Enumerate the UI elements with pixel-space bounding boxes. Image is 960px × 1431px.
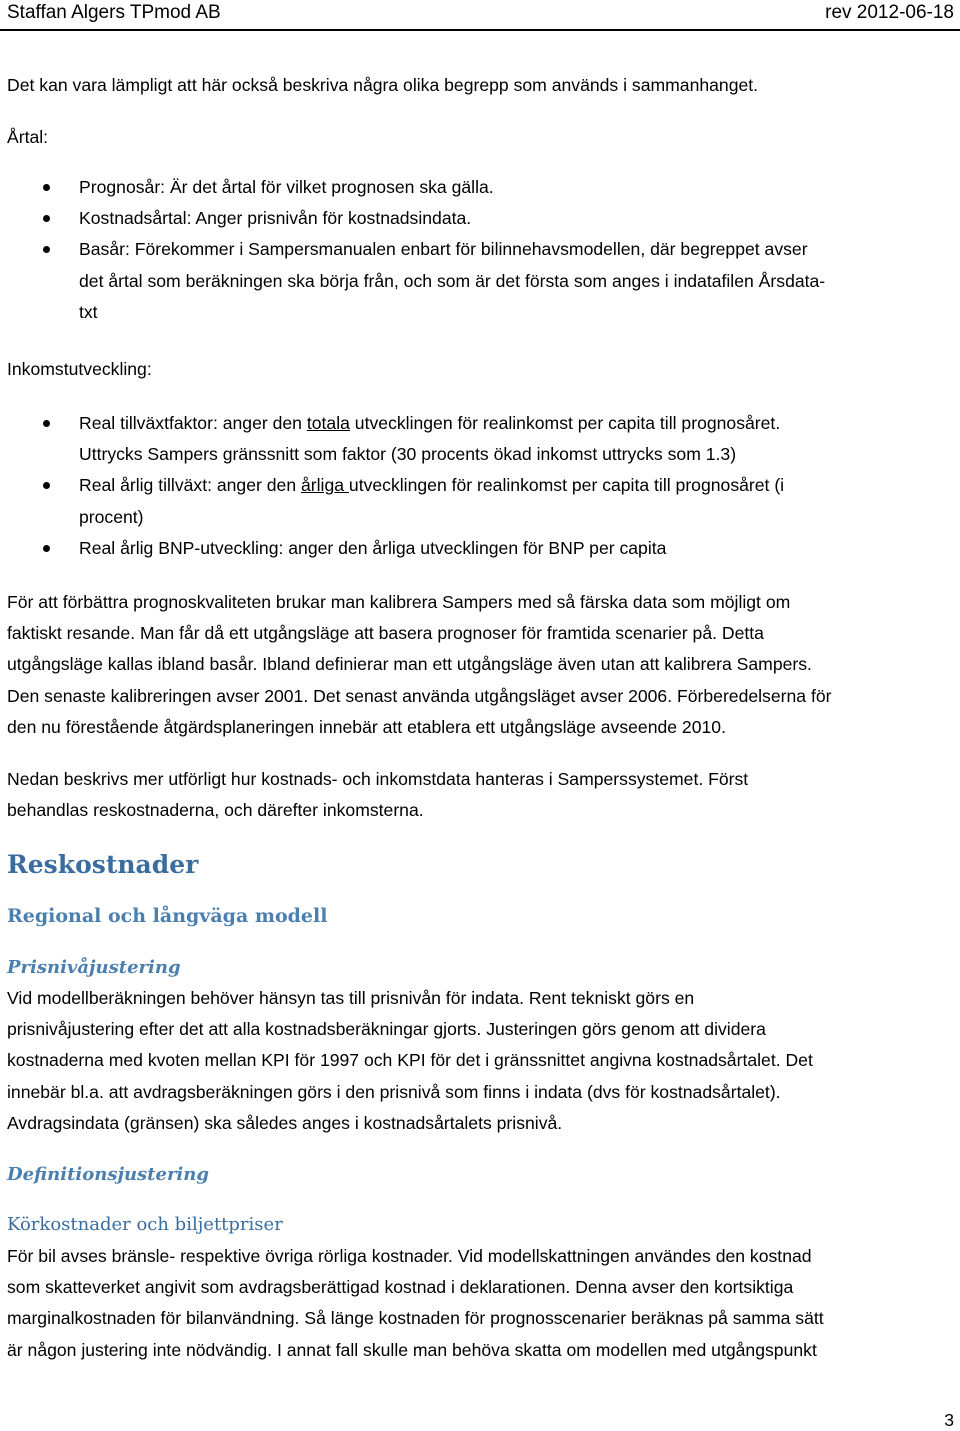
prisniva-paragraph: Vid modellberäkningen behöver hänsyn tas till prisnivån för indata. Rent tekniskt görs en prisnivåjustering efter det att alla kostnadsberäkningar gjorts. Justeringen görs genom att dividera kostnaderna med kvoten mellan KPI för 1997 och KPI för det i gränssnittet angivna kostnadsårtalet. Det innebär bl.a. att avdragsberäkningen görs i den prisnivå som finns i indata (dvs för kostnadsårtalet). Avdragsindata (gränsen) ska således anges i kostnadsårtalets prisnivå.: [7, 988, 813, 1133]
list-item: Real årlig BNP-utveckling: anger den årliga utvecklingen för BNP per capita: [0, 533, 960, 564]
header-revision: rev 2012-06-18: [825, 2, 954, 23]
overview-paragraph: Nedan beskrivs mer utförligt hur kostnads- och inkomstdata hanteras i Samperssystemet. Först behandlas reskostnaderna, och därefter inkomsterna.: [7, 769, 749, 821]
list-item: Kostnadsårtal: Anger prisnivån för kostnadsindata.: [0, 203, 960, 234]
heading-reskostnader: Reskostnader: [7, 850, 199, 879]
list-item: Prognosår: Är det årtal för vilket prognosen ska gälla.: [0, 172, 960, 203]
header-author: Staffan Algers TPmod AB: [7, 2, 221, 23]
bullet-icon: [43, 482, 50, 489]
bullet-icon: [43, 184, 50, 191]
intro-paragraph: Det kan vara lämpligt att här också beskriva några olika begrepp som används i sammanhanget.: [7, 75, 759, 95]
list-item: Basår: Förekommer i Sampersmanualen enbart för bilinnehavsmodellen, där begreppet avser det årtal som beräkningen ska börja från, och som är det första som anges i indatafilen Årsdata- txt: [0, 234, 960, 328]
heading-korkostnader: Körkostnader och biljettpriser: [7, 1214, 283, 1235]
calibration-paragraph: För att förbättra prognoskvaliteten brukar man kalibrera Sampers med så färska data som möjligt om faktiskt resande. Man får då ett utgångsläge att basera prognoser för framtida scenarier på. Detta utgångsläge kallas ibland basår. Ibland definierar man ett utgångsläge även utan att kalibrera Sampers. Den senaste kalibreringen avser 2001. Det senast använda utgångsläget avser 2006. Förberedelserna för den nu förestående åtgärdsplaneringen innebär att etablera ett utgångsläge avseende 2010.: [7, 592, 832, 737]
inkomst-label: Inkomstutveckling:: [7, 359, 152, 379]
list-item: Real tillväxtfaktor: anger den totala utvecklingen för realinkomst per capita till prognosåret. Uttrycks Sampers gränssnitt som faktor (30 procents ökad inkomst uttrycks som 1.3): [0, 408, 960, 470]
bullet-icon: [43, 545, 50, 552]
page-header: [0, 0, 960, 28]
artal-label: Årtal:: [7, 127, 49, 147]
bullet-icon: [43, 420, 50, 427]
heading-regional-model: Regional och långväga modell: [7, 905, 328, 927]
heading-prisnivajustering: Prisnivåjustering: [7, 957, 181, 978]
page-number: 3: [944, 1410, 954, 1430]
bullet-icon: [43, 215, 50, 222]
inkomst-list: [0, 408, 960, 564]
list-item: Real årlig tillväxt: anger den årliga utvecklingen för realinkomst per capita till prognosåret (i procent): [0, 470, 960, 532]
heading-definitionsjustering: Definitionsjustering: [7, 1164, 209, 1185]
header-rule: [0, 29, 960, 31]
artal-list: [0, 172, 960, 328]
korkostnader-paragraph: För bil avses bränsle- respektive övriga rörliga kostnader. Vid modellskattningen användes den kostnad som skatteverket angivit som avdragsberättigad kostnad i deklarationen. Denna avser den kortsiktiga marginalkostnaden för bilanvändning. Så länge kostnaden för prognosscenarier beräknas på samma sätt är någon justering inte nödvändig. I annat fall skulle man behöva skatta om modellen med utgångspunkt: [7, 1246, 824, 1360]
bullet-icon: [43, 246, 50, 253]
